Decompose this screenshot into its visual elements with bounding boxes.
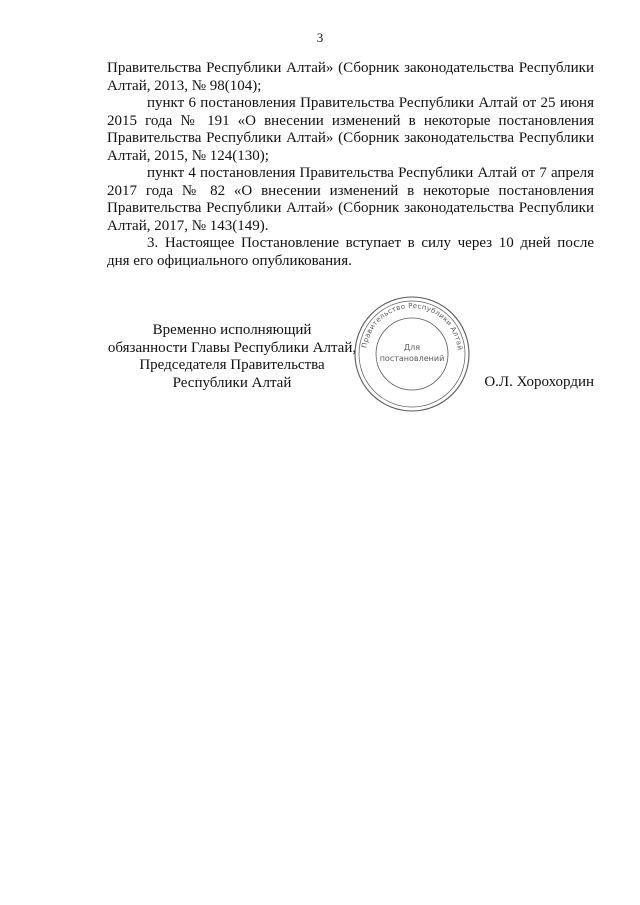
signatory-title-line: Временно исполняющий	[152, 322, 312, 338]
stamp-outer-text: Правительство Республики Алтай	[360, 301, 464, 351]
signatory-title-line: Председателя Правительства	[139, 357, 325, 373]
signatory-title-line: обязанности Главы Республики Алтай,	[107, 339, 357, 356]
signatory-name: О.Л. Хорохордин	[484, 374, 594, 390]
paragraph-item-4: пункт 4 постановления Правительства Республики Алтай от 7 апреля 2017 года № 82 «О внесении изменений в некоторые постановления Правительства Республики Алтай» (Сборник законодательства Республики Алтай, 2017, № 143(149).	[107, 165, 594, 234]
signatory-title-line: Республики Алтай	[172, 374, 292, 391]
official-stamp-icon	[352, 294, 472, 414]
signatory-title	[107, 322, 357, 392]
page-number: 3	[316, 30, 324, 45]
paragraph-continuation: Правительства Республики Алтай» (Сборник законодательства Республики Алтай, 2013, № 98(104);	[107, 60, 594, 94]
stamp-inner-line2: постановлений	[379, 354, 445, 363]
document-body	[107, 60, 594, 270]
stamp-inner-line1: Для	[403, 343, 421, 352]
paragraph-item-6: пункт 6 постановления Правительства Республики Алтай от 25 июня 2015 года № 191 «О внесении изменений в некоторые постановления Правительства Республики Алтай» (Сборник законодательства Республики Алтай, 2015, № 124(130);	[107, 95, 594, 164]
signature-block	[107, 322, 594, 412]
paragraph-effective-date: 3. Настоящее Постановление вступает в силу через 10 дней после дня его официального опубликования.	[107, 235, 594, 269]
